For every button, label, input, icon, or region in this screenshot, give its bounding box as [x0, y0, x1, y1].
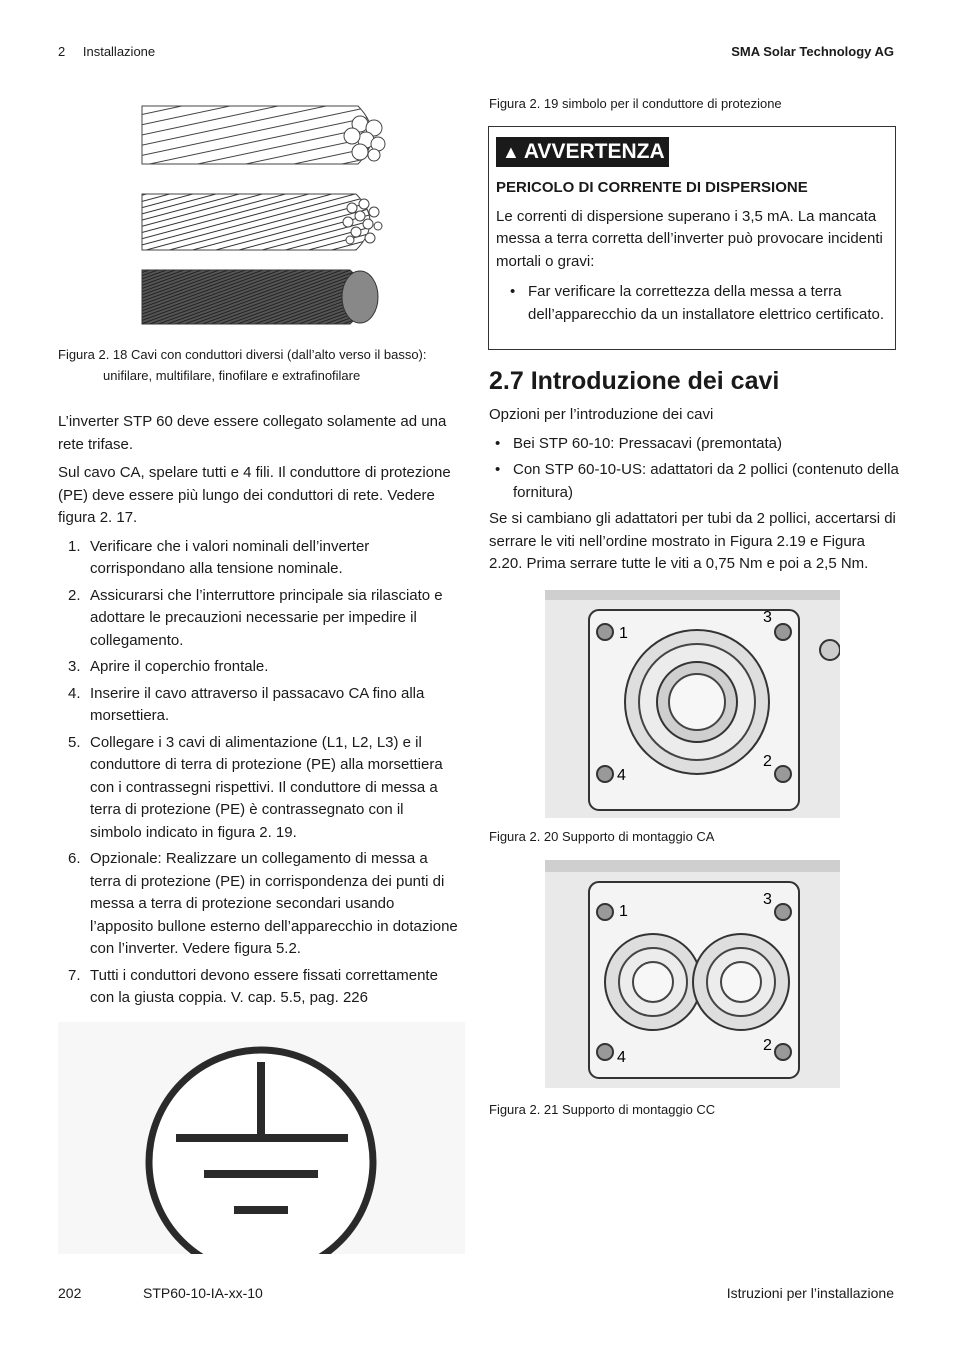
cable-multifilar	[142, 194, 382, 250]
cable-finefilar	[142, 270, 378, 324]
dc-mounting-plate-photo	[545, 860, 840, 1088]
screw-label-4: 4	[617, 767, 626, 784]
right-body-text	[489, 404, 899, 582]
doc-title: Istruzioni per l’installazione	[726, 1285, 894, 1301]
step-item: 1. Verificare che i valori nominali dell’inverter corrispondano alla tensione nominale.	[68, 537, 370, 577]
cable-unifilar	[142, 106, 385, 164]
page-number: 202	[58, 1285, 82, 1301]
step-item: 5. Collegare i 3 cavi di alimentazione (L1, L2, L3) e il conduttore di terra di protezione (PE) alla morsettiera con i contrassegni rispettivi. Il conduttore di messa a terra di protezione (PE) è contrassegnato con il simbolo indicato in figura 2. 19.	[68, 733, 443, 841]
chapter-number: 2	[58, 44, 66, 59]
warning-triangle-icon: ▲	[502, 142, 520, 162]
screw-label-1: 1	[619, 625, 628, 642]
paragraph-three-phase: L’inverter STP 60 deve essere collegato solamente ad una rete trifase.	[58, 413, 447, 453]
step-item: 6. Opzionale: Realizzare un collegamento di messa a terra di protezione (PE) in corrispondenza dei punti di messa a terra di protezione secondari usando l’apposito bullone esterno dell’apparecchio in dotazione con l’inverter. Vedere figura 5.2.	[68, 850, 458, 957]
header-chapter	[58, 44, 155, 59]
fig21-caption: Figura 2. 21 Supporto di montaggio CC	[489, 1102, 716, 1117]
screw-label-4: 4	[617, 1049, 626, 1066]
list-item: • Bei STP 60-10: Pressacavi (premontata)	[481, 433, 899, 456]
options-list	[481, 433, 899, 505]
paragraph-adapters: Se si cambiano gli adattatori per tubi da 2 pollici, accertarsi di serrare le viti nell’ordine mostrato in Figura 2.19 e Figura 2.20. Prima serrare tutte le viti a 0,75 Nm e poi a 2,5 Nm.	[489, 510, 896, 572]
step-item: 3. Aprire il coperchio frontale.	[68, 658, 269, 675]
screw-label-2: 2	[763, 1037, 772, 1054]
section-title: 2.7 Introduzione dei cavi	[489, 367, 780, 395]
step-item: 4. Inserire il cavo attraverso il passacavo CA fino alla morsettiera.	[68, 684, 425, 724]
protective-earth-symbol	[58, 1022, 465, 1254]
screw-label-2: 2	[763, 753, 772, 770]
doc-code: STP60-10-IA-xx-10	[143, 1285, 263, 1301]
warning-title: PERICOLO DI CORRENTE DI DISPERSIONE	[496, 179, 808, 196]
left-body-text	[58, 411, 458, 1014]
installation-steps	[58, 536, 458, 1010]
chapter-title: Installazione	[82, 44, 156, 59]
fig18-caption: Figura 2. 18 Cavi con conduttori diversi (dall’alto verso il basso): unifilare, multifilare, finofilare e extrafinofilare	[58, 347, 427, 383]
screw-label-1: 1	[619, 903, 628, 920]
step-item: 2. Assicurarsi che l’interruttore principale sia rilasciato e adottare le precauzioni necessarie per impedire il collegamento.	[68, 586, 443, 649]
fig20-caption: Figura 2. 20 Supporto di montaggio CA	[489, 829, 715, 844]
step-item: 7. Tutti i conduttori devono essere fissati correttamente con la giusta coppia. V. cap. 5.5, pag. 226	[68, 966, 438, 1006]
cable-types-illustration	[138, 100, 388, 328]
warning-badge: ▲ AVVERTENZA	[496, 137, 669, 167]
list-item: • Con STP 60-10-US: adattatori da 2 pollici (contenuto della fornitura)	[481, 459, 899, 504]
screw-label-3: 3	[763, 891, 772, 908]
warning-box	[488, 126, 896, 350]
company-name: SMA Solar Technology AG	[731, 44, 894, 59]
fig19-caption: Figura 2. 19 simbolo per il conduttore di protezione	[489, 96, 782, 111]
options-intro: Opzioni per l’introduzione dei cavi	[489, 406, 714, 423]
warning-text: Le correnti di dispersione superano i 3,5 mA. La mancata messa a terra corretta dell’inverter può provocare incidenti mortali o gravi:	[496, 207, 883, 270]
paragraph-strip-wires: Sul cavo CA, spelare tutti e 4 fili. Il conduttore di protezione (PE) deve essere più lungo dei conduttori di rete. Vedere figura 2. 17.	[58, 464, 451, 526]
ac-mounting-plate-photo	[545, 590, 840, 818]
warning-bullet: • Far verificare la correttezza della messa a terra dell’apparecchio da un installatore elettrico certificato.	[496, 281, 888, 326]
screw-label-3: 3	[763, 609, 772, 626]
